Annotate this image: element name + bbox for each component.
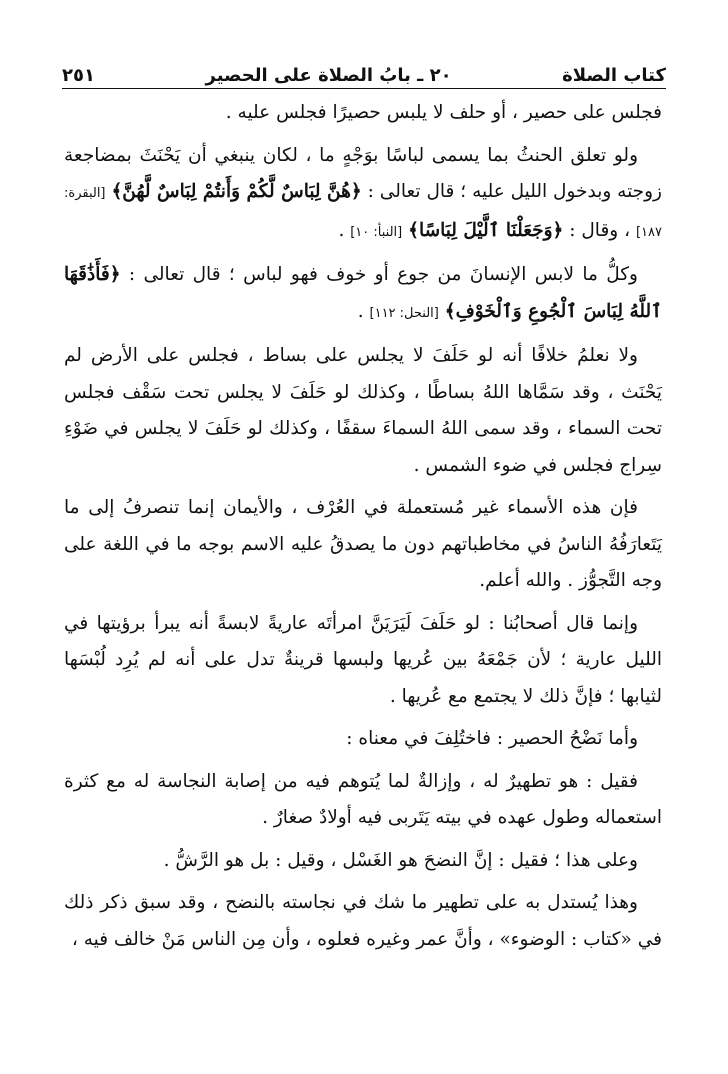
book-title: كتاب الصلاة <box>562 65 666 86</box>
paragraph <box>64 721 662 758</box>
paragraph <box>64 490 662 600</box>
paragraph <box>64 95 662 132</box>
paragraph <box>64 138 662 252</box>
paragraph <box>64 606 662 716</box>
chapter-title: ٢٠ ـ بابُ الصلاة على الحصير <box>205 65 452 86</box>
paragraph-text: ، وقال : <box>563 219 636 241</box>
paragraph-text: وأما نَضْحُ الحصير : فاختُلِفَ في معناه : <box>346 728 638 749</box>
paragraph-text: وعلى هذا ؛ فقيل : إنَّ النضحَ هو الغَسْل ، وقيل : بل هو الرَّشُّ . <box>163 849 638 871</box>
paragraph-text: ولو تعلق الحنثُ بما يسمى لباسًا بوَجْهٍ ما ، لكان ينبغي أن يَحْنَثَ بمضاجعة زوجته وبدخول الليل عليه ؛ قال تعالى : <box>64 144 662 202</box>
paragraph-text: فجلس على حصير ، أو حلف لا يلبس حصيرًا فجلس عليه . <box>225 102 662 123</box>
running-header <box>62 44 666 86</box>
quran-verse: ﴿وَجَعَلْنَا ٱلَّيْلَ لِبَاسًا﴾ <box>408 219 564 241</box>
page-body <box>64 95 662 964</box>
paragraph-text: وهذا يُستدل به على تطهير ما شك في نجاسته بالنضح ، وقد سبق ذكر ذلك في «كتاب : الوضوء» ، وأنَّ عمر وغيره فعلوه ، وأن مِن الناس مَنْ خالف فيه ، <box>64 892 662 950</box>
paragraph <box>64 885 662 958</box>
paragraph-text: ولا نعلمُ خلافًا أنه لو حَلَفَ لا يجلس على بساط ، فجلس على الأرض لم يَحْنَث ، وقد سَمَّاها اللهُ بساطًا ، وكذلك لو حَلَفَ لا يجلس تحت سَقْف فجلس تحت السماء ، وقد سمى اللهُ السماءَ سقفًا ، وكذلك لو حَلَفَ لا يجلس في ضَوْءِ سِراج فجلس في ضوء الشمس . <box>64 345 662 476</box>
verse-reference: [النبأ: ١٠] <box>350 224 403 240</box>
verse-reference: [البقرة: ١٨٧] <box>64 186 662 240</box>
paragraph-text: . <box>338 219 351 241</box>
paragraph <box>64 257 662 332</box>
header-rule <box>62 88 666 89</box>
paragraph <box>64 338 662 484</box>
paragraph-text: . <box>357 300 370 322</box>
paragraph <box>64 843 662 880</box>
page-number: ٢٥١ <box>62 65 95 86</box>
paragraph-text: فقيل : هو تطهيرٌ له ، وإزالةٌ لما يُتوهم فيه من إصابة النجاسة له مع كثرة استعماله وطول عهده في بيته يَتَربى فيه أولادٌ صغارٌ . <box>64 770 662 828</box>
quran-verse: ﴿هُنَّ لِبَاسٌ لَّكُمْ وَأَنتُمْ لِبَاسٌ لَّهُنَّ﴾ <box>111 181 362 202</box>
paragraph-text: وإنما قال أصحابُنا : لو حَلَفَ لَيَرَيَنَّ امرأتَه عاريةً لابسةً أنه يبرأ برؤيتها في الليل عارية ؛ لأن جَمْعَهُ بين عُريها ولبسها قرينةٌ تدل على أنه لم يُرِد لُبْسَها لثيابها ؛ فإنَّ ذلك لا يجتمع مع عُريها . <box>64 612 662 707</box>
quran-verse: ﴿فَأَذَٰقَهَا ٱللَّهُ لِبَاسَ ٱلْجُوعِ وَٱلْخَوْفِ﴾ <box>64 264 662 322</box>
paragraph-text: فإن هذه الأسماء غير مُستعملة في العُرْف ، والأيمان إنما تنصرفُ إلى ما يَتَعارَفُهُ الناسُ في مخاطباتهم دون ما يصدقُ عليه الاسم بوجه ما في اللغة على وجه التَّجوُّز . والله أعلم. <box>64 497 662 591</box>
paragraph-text: وكلُّ ما لابس الإنسانَ من جوع أو خوف فهو لباس ؛ قال تعالى : <box>120 264 638 285</box>
paragraph <box>64 764 662 837</box>
verse-reference: [النحل: ١١٢] <box>369 305 439 321</box>
